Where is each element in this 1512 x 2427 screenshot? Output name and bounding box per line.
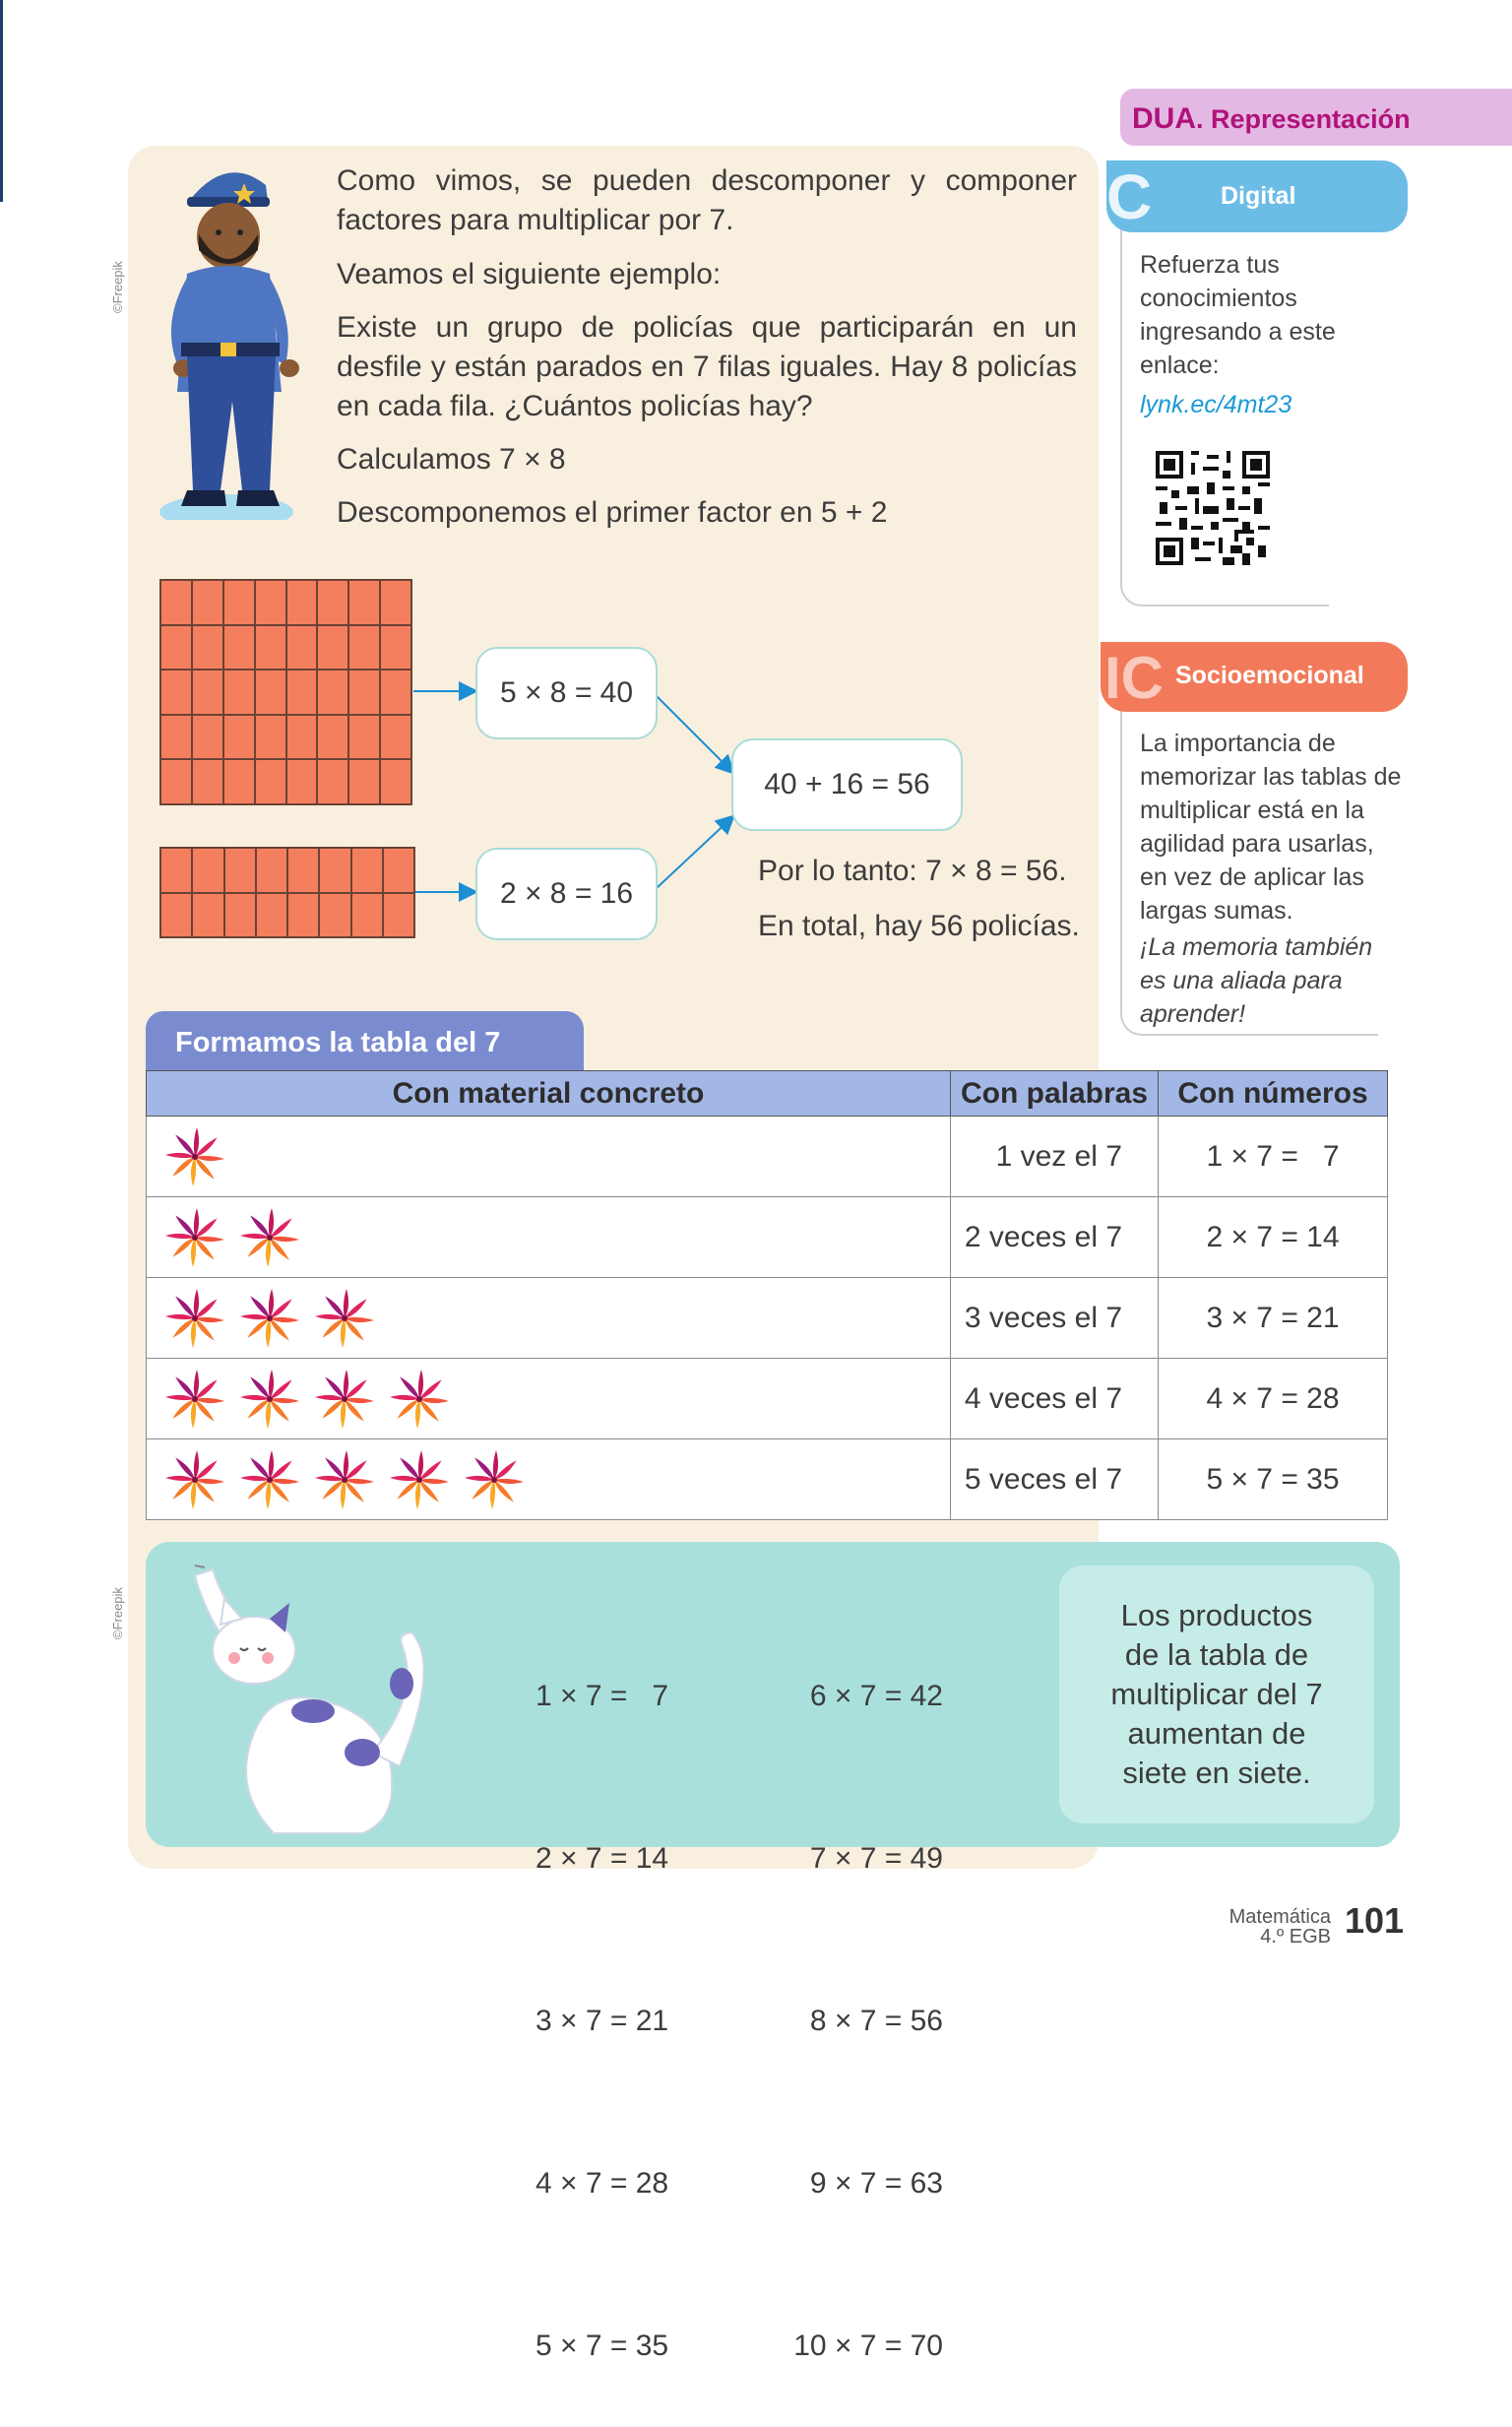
image-credit-top: ©Freepik — [110, 261, 125, 313]
flower-icon — [387, 1364, 452, 1435]
digital-title: Digital — [1221, 182, 1296, 210]
dua-header — [1120, 89, 1512, 146]
flower-cell — [147, 1439, 951, 1520]
numbers-cell: 4 × 7 = 28 — [1159, 1359, 1388, 1439]
flower-icon — [162, 1121, 227, 1192]
flower-icon — [237, 1202, 302, 1273]
fact-line: 9 × 7 = 63 — [809, 2167, 943, 2200]
numbers-cell: 1 × 7 = 7 — [1159, 1117, 1388, 1197]
numbers-cell: 2 × 7 = 14 — [1159, 1197, 1388, 1278]
socioemotional-title: Socioemocional — [1175, 662, 1364, 689]
fact-line: 5 × 7 = 35 — [536, 2330, 669, 2362]
fact-line: 3 × 7 = 21 — [536, 2005, 669, 2037]
flower-icon — [387, 1444, 452, 1515]
fact-line: 7 × 7 = 49 — [809, 1842, 943, 1875]
header-words: Con palabras — [951, 1071, 1159, 1117]
flower-cell — [147, 1117, 951, 1197]
multiplication-table-7 — [146, 1070, 1388, 1520]
decomposition-step: Descomponemos el primer factor en 5 + 2 — [337, 496, 888, 529]
image-credit-bottom: ©Freepik — [110, 1587, 125, 1639]
socioemotional-header — [1101, 642, 1408, 712]
digital-link[interactable]: lynk.ec/4mt23 — [1140, 391, 1292, 418]
facts-column-1 — [536, 1561, 668, 2427]
flower-icon — [312, 1283, 377, 1354]
flower-cell — [147, 1197, 951, 1278]
calculation-step: Calculamos 7 × 8 — [337, 443, 566, 476]
footer-grade: 4.º EGB — [1260, 1926, 1331, 1948]
flower-icon — [237, 1444, 302, 1515]
socioemotional-text: La importancia de memorizar las tablas de multiplicar está en la agilidad para usarlas, en vez de aplicar las largas sumas. — [1140, 730, 1402, 925]
table-row — [147, 1117, 1388, 1197]
footer-meta — [1181, 1907, 1331, 1947]
header-material: Con material concreto — [147, 1071, 951, 1117]
digital-icon: C — [1106, 161, 1153, 232]
numbers-cell: 5 × 7 = 35 — [1159, 1439, 1388, 1520]
pattern-note-text: Los productos de la tabla de multiplicar del 7 aumentan de siete en siete. — [1110, 1598, 1323, 1790]
flower-icon — [237, 1364, 302, 1435]
dua-label: DUA — [1132, 102, 1196, 135]
digital-text: Refuerza tus conocimientos ingresando a este enlace: — [1140, 251, 1336, 379]
footer-subject: Matemática — [1228, 1906, 1331, 1928]
flower-icon — [462, 1444, 527, 1515]
flower-icon — [237, 1283, 302, 1354]
words-cell: 3 veces el 7 — [951, 1278, 1159, 1359]
equation-box-sum: 40 + 16 = 56 — [731, 738, 963, 831]
qr-code[interactable] — [1156, 451, 1270, 565]
fact-line: 4 × 7 = 28 — [536, 2167, 669, 2200]
flower-icon — [162, 1202, 227, 1273]
socioemotional-quote: ¡La memoria también es una aliada para aprender! — [1140, 933, 1373, 1028]
intro-paragraph-1: Como vimos, se pueden descomponer y componer factores para multiplicar por 7. — [337, 164, 1077, 236]
pattern-note — [1059, 1565, 1374, 1823]
flower-icon — [162, 1364, 227, 1435]
words-cell: 4 veces el 7 — [951, 1359, 1159, 1439]
conclusion-line-2: En total, hay 56 policías. — [758, 910, 1080, 942]
header-numbers: Con números — [1159, 1071, 1388, 1117]
fact-line: 8 × 7 = 56 — [809, 2005, 943, 2037]
problem-statement: Existe un grupo de policías que participarán en un desfile y están parados en 7 filas iguales. Hay 8 policías en cada fila. ¿Cuántos policías hay? — [337, 311, 1077, 422]
facts-column-2 — [793, 1561, 943, 2427]
fact-line: 1 × 7 = 7 — [536, 1680, 669, 1712]
fact-line: 6 × 7 = 42 — [809, 1680, 943, 1712]
table-row — [147, 1278, 1388, 1359]
cat-illustration — [165, 1556, 490, 1841]
socioemotional-icon: IC — [1104, 645, 1164, 711]
flower-cell — [147, 1278, 951, 1359]
equation-box-bottom: 2 × 8 = 16 — [475, 848, 658, 940]
table-row — [147, 1439, 1388, 1520]
flower-icon — [312, 1444, 377, 1515]
digital-header — [1106, 160, 1408, 232]
flower-icon — [162, 1444, 227, 1515]
numbers-cell: 3 × 7 = 21 — [1159, 1278, 1388, 1359]
words-cell: 2 veces el 7 — [951, 1197, 1159, 1278]
fact-line: 2 × 7 = 14 — [536, 1842, 669, 1875]
table-title: Formamos la tabla del 7 — [146, 1011, 584, 1070]
equation-box-top: 5 × 8 = 40 — [475, 647, 658, 739]
words-cell: 1 vez el 7 — [951, 1117, 1159, 1197]
flower-icon — [162, 1283, 227, 1354]
table-row — [147, 1197, 1388, 1278]
flower-cell — [147, 1359, 951, 1439]
words-cell: 5 veces el 7 — [951, 1439, 1159, 1520]
fact-line: 10 × 7 = 70 — [793, 2330, 943, 2362]
dua-subtitle: . Representación — [1196, 104, 1411, 134]
conclusion-line-1: Por lo tanto: 7 × 8 = 56. — [758, 855, 1067, 887]
intro-paragraph-2: Veamos el siguiente ejemplo: — [337, 258, 722, 290]
page-number: 101 — [1345, 1900, 1405, 1941]
table-row — [147, 1359, 1388, 1439]
flower-icon — [312, 1364, 377, 1435]
